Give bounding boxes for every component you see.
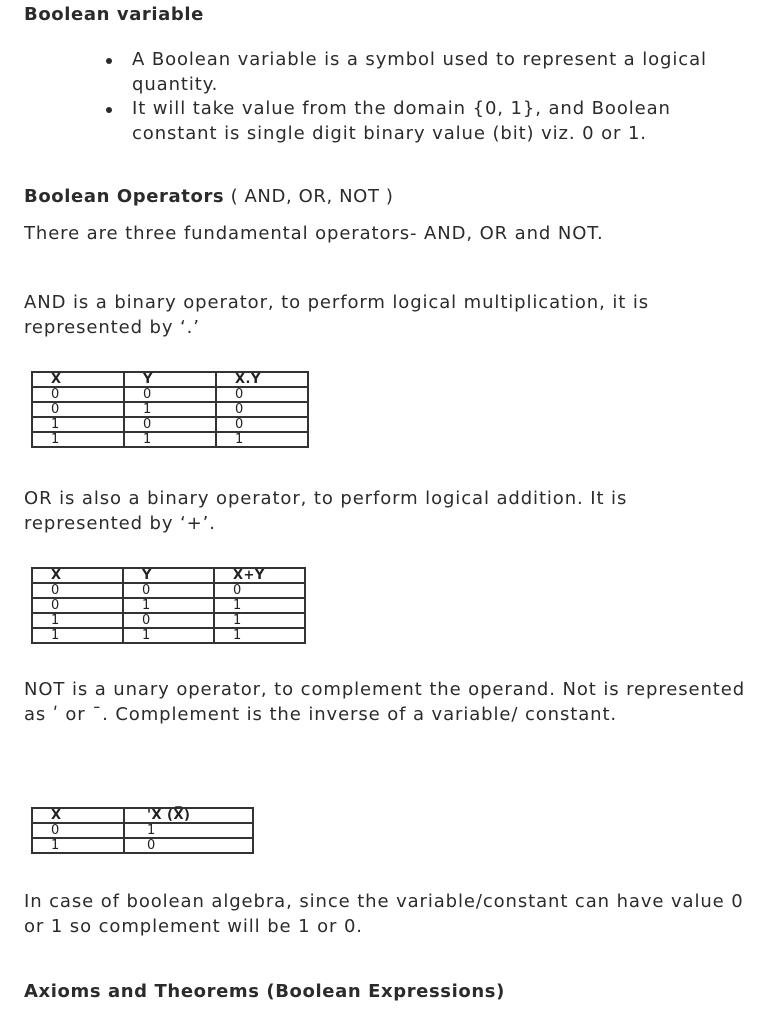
table-cell: 0 [32,583,123,598]
table-cell: 0 [216,387,308,402]
table-cell: 0 [124,417,216,432]
bullet-text: It will take value from the domain {0, 1}, and Boolean constant is single digit binary value (bit) viz. 0 or 1. [132,98,671,144]
table-cell: 1 [214,598,305,613]
column-header: X [32,808,124,823]
complement-description: In case of boolean algebra, since the variable/constant can have value 0 or 1 so complement will be 1 or 0. [24,891,744,937]
table-row [32,823,253,838]
bullet-icon [106,107,112,113]
bullet-text: A Boolean variable is a symbol used to represent a logical quantity. [132,49,707,95]
table-cell: 1 [124,823,253,838]
table-cell: 1 [32,613,123,628]
table-cell: 0 [123,583,214,598]
table-row [32,387,308,402]
and-truth-table [31,371,309,448]
column-header: 'X (X̅) [124,808,253,823]
table-cell: 1 [124,402,216,417]
list-item [106,97,726,146]
table-cell: 0 [32,402,124,417]
not-truth-table [31,807,254,854]
table-cell: 1 [32,628,123,643]
table-row [32,613,305,628]
heading-suffix: ( AND, OR, NOT ) [224,186,394,207]
table-cell: 1 [123,598,214,613]
bullet-icon [106,58,112,64]
table-row [32,583,305,598]
table-row [32,628,305,643]
table-cell: 0 [216,417,308,432]
column-header: Y [124,372,216,387]
table-header-row [32,808,253,823]
table-row [32,598,305,613]
table-row [32,432,308,447]
table-cell: 0 [124,838,253,853]
table-row [32,838,253,853]
table-header-row [32,372,308,387]
table-cell: 0 [124,387,216,402]
boolean-variable-bullet-list [106,48,726,146]
table-cell: 1 [216,432,308,447]
heading-boolean-operators [24,186,394,208]
operators-intro: There are three fundamental operators- AND, OR and NOT. [24,223,604,244]
table-cell: 1 [124,432,216,447]
column-header: X.Y [216,372,308,387]
heading-axioms-theorems: Axioms and Theorems (Boolean Expressions) [24,981,505,1002]
table-cell: 1 [123,628,214,643]
table-cell: 1 [214,628,305,643]
table-cell: 1 [32,838,124,853]
table-cell: 0 [32,598,123,613]
table-cell: 0 [214,583,305,598]
not-description: NOT is a unary operator, to complement the operand. Not is represented as ʹ or ¯. Complement is the inverse of a variable/ constant. [24,679,746,725]
or-truth-table [31,567,306,644]
table-header-row [32,568,305,583]
table-row [32,402,308,417]
column-header: X+Y [214,568,305,583]
table-row [32,417,308,432]
table-cell: 0 [123,613,214,628]
table-cell: 1 [32,432,124,447]
or-description: OR is also a binary operator, to perform logical addition. It is represented by ‘+’. [24,488,628,534]
table-cell: 0 [32,387,124,402]
column-header: X [32,372,124,387]
list-item [106,48,726,97]
column-header: X [32,568,123,583]
table-cell: 1 [32,417,124,432]
heading-text: Boolean Operators [24,186,225,207]
heading-boolean-variable: Boolean variable [24,4,204,25]
table-cell: 1 [214,613,305,628]
table-cell: 0 [32,823,124,838]
and-description: AND is a binary operator, to perform logical multiplication, it is represented by ‘.’ [24,292,650,338]
column-header: Y [123,568,214,583]
table-cell: 0 [216,402,308,417]
